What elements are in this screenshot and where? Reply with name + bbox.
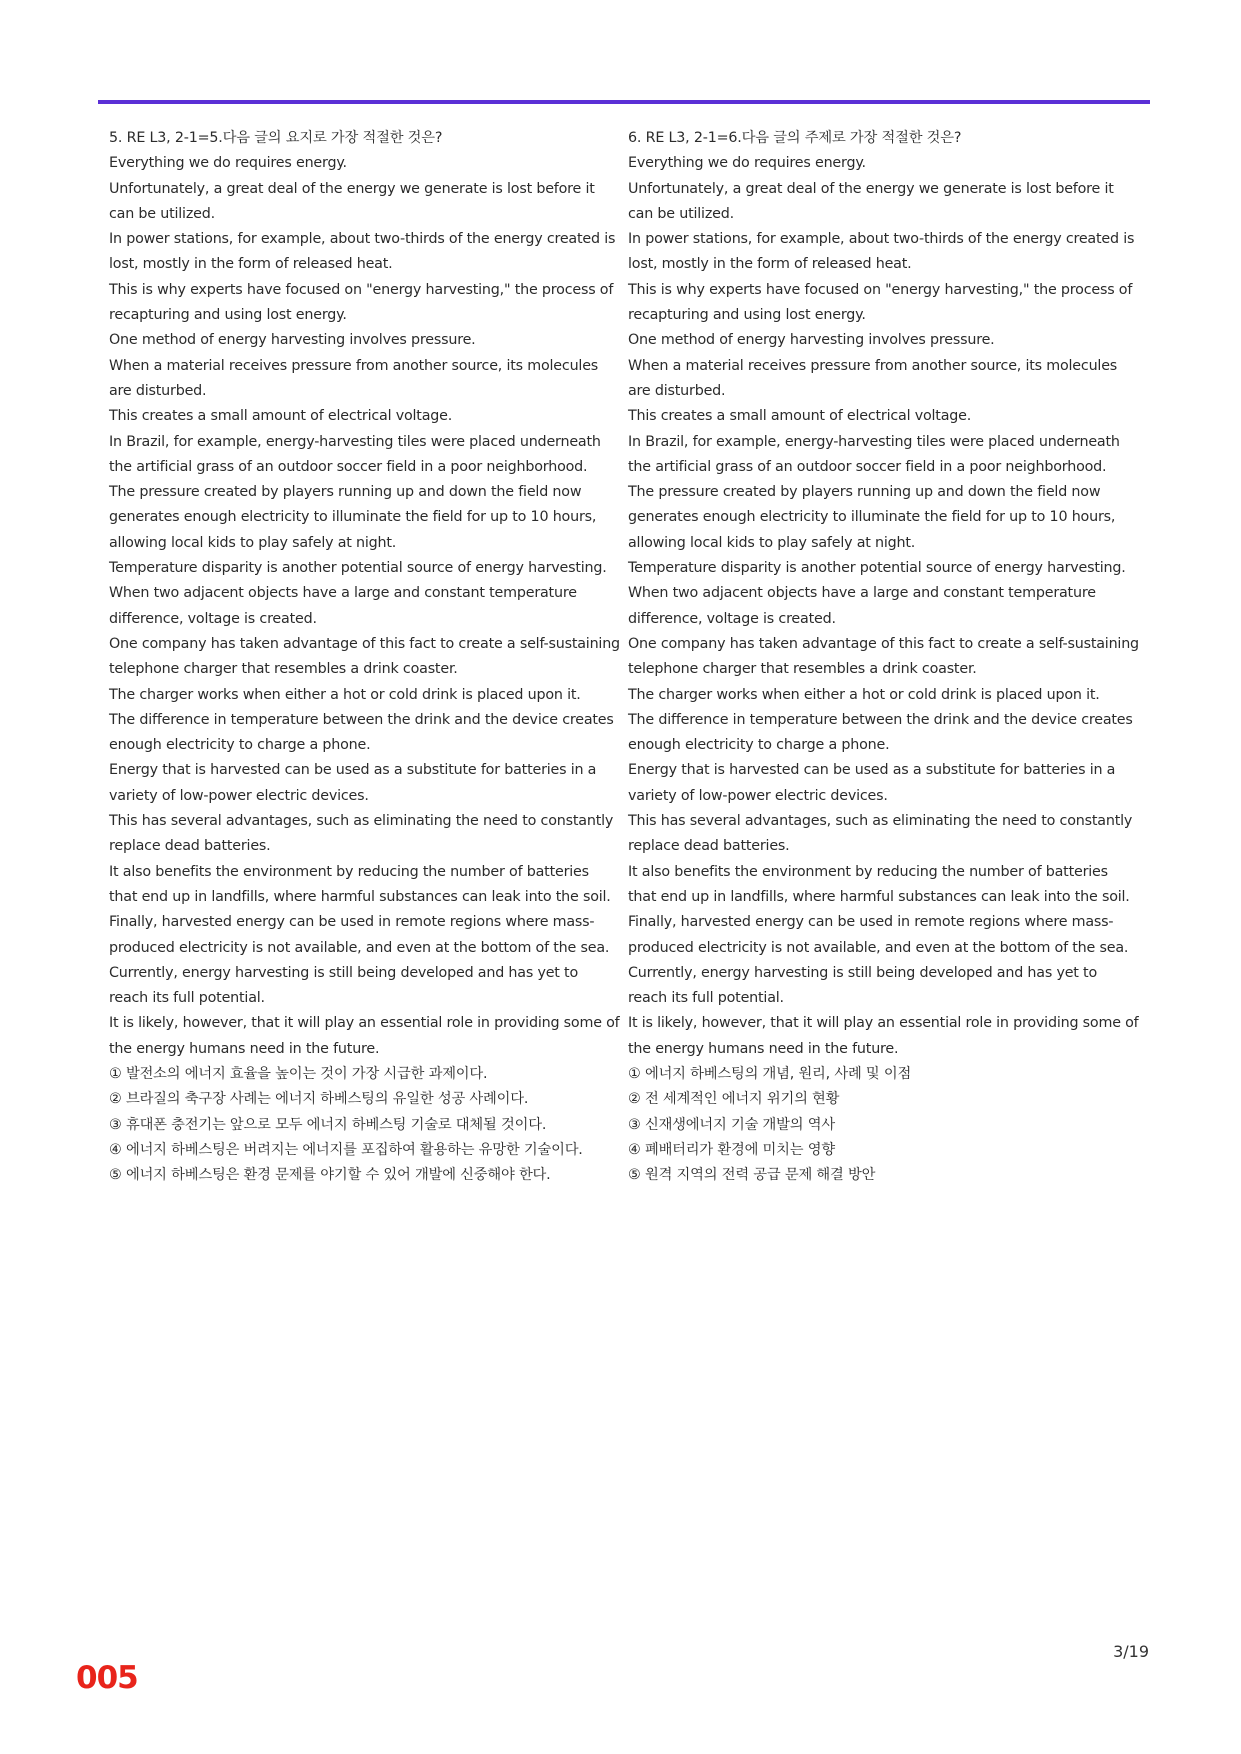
passage-sentence: The difference in temperature between the drink and the device creates enough electricity to charge a phone. xyxy=(628,711,1133,754)
passage-sentence: The pressure created by players running up and down the field now generates enough electricity to illuminate the field for up to 10 hours, allowing local kids to play safely at night. xyxy=(628,484,1116,551)
passage-sentence: This creates a small amount of electrical voltage. xyxy=(109,408,453,425)
answer-choice[interactable]: ④ 에너지 하베스팅은 버려지는 에너지를 포집하여 활용하는 유망한 기술이다. xyxy=(109,1141,583,1158)
passage-sentence: This is why experts have focused on "energy harvesting," the process of recapturing and using lost energy. xyxy=(628,281,1133,324)
answer-choice[interactable]: ② 전 세계적인 에너지 위기의 현황 xyxy=(628,1091,840,1108)
passage-sentence: Currently, energy harvesting is still being developed and has yet to reach its full potential. xyxy=(628,964,1098,1007)
passage-sentence: The charger works when either a hot or cold drink is placed upon it. xyxy=(628,686,1100,703)
passage-sentence: One method of energy harvesting involves pressure. xyxy=(109,332,476,349)
passage-sentence: Unfortunately, a great deal of the energy we generate is lost before it can be utilized. xyxy=(628,180,1114,222)
passage-sentence: Temperature disparity is another potential source of energy harvesting. xyxy=(109,560,607,577)
header-rule xyxy=(98,100,1150,104)
answer-choice[interactable]: ① 에너지 하베스팅의 개념, 원리, 사례 및 이점 xyxy=(628,1065,912,1082)
passage-sentence: In power stations, for example, about two-thirds of the energy created is lost, mostly in the form of released heat. xyxy=(628,231,1135,273)
brand-logo: 005 xyxy=(76,1660,138,1696)
question-header: 6. RE L3, 2-1=6.다음 글의 주제로 가장 적절한 것은? xyxy=(628,130,962,146)
passage-sentence: Currently, energy harvesting is still being developed and has yet to reach its full potential. xyxy=(109,964,579,1007)
passage-sentence: One company has taken advantage of this fact to create a self-sustaining telephone charger that resembles a drink coaster. xyxy=(628,635,1139,678)
answer-choice[interactable]: ⑤ 에너지 하베스팅은 환경 문제를 야기할 수 있어 개발에 신중해야 한다. xyxy=(109,1167,551,1184)
passage-sentence: It is likely, however, that it will play an essential role in providing some of the energy humans need in the future. xyxy=(109,1015,620,1057)
answer-choices xyxy=(109,1062,621,1188)
passage-sentence: When a material receives pressure from another source, its molecules are disturbed. xyxy=(109,357,599,399)
answer-choice[interactable]: ③ 휴대폰 충전기는 앞으로 모두 에너지 하베스팅 기술로 대체될 것이다. xyxy=(109,1116,547,1133)
answer-choice[interactable]: ④ 폐배터리가 환경에 미치는 영향 xyxy=(628,1141,835,1158)
passage-sentence: Finally, harvested energy can be used in remote regions where mass-produced electricity is not available, and even at the bottom of the sea. xyxy=(628,914,1129,956)
passage-sentence: Everything we do requires energy. xyxy=(628,155,866,172)
passage-sentence: Everything we do requires energy. xyxy=(109,155,347,172)
passage-sentence: Temperature disparity is another potential source of energy harvesting. xyxy=(628,560,1126,577)
passage-sentence: Energy that is harvested can be used as a substitute for batteries in a variety of low-power electric devices. xyxy=(109,762,597,804)
answer-choice[interactable]: ② 브라질의 축구장 사례는 에너지 하베스팅의 유일한 성공 사례이다. xyxy=(109,1091,529,1108)
passage-sentence: One method of energy harvesting involves pressure. xyxy=(628,332,995,349)
passage-sentence: One company has taken advantage of this fact to create a self-sustaining telephone charger that resembles a drink coaster. xyxy=(109,635,620,678)
passage-sentence: This has several advantages, such as eliminating the need to constantly replace dead batteries. xyxy=(109,813,614,855)
question-5 xyxy=(109,126,621,1188)
page-number: 3/19 xyxy=(1113,1642,1149,1661)
answer-choice[interactable]: ① 발전소의 에너지 효율을 높이는 것이 가장 시급한 과제이다. xyxy=(109,1065,488,1082)
passage-sentence: The difference in temperature between the drink and the device creates enough electricity to charge a phone. xyxy=(109,711,614,754)
passage-sentence: The pressure created by players running up and down the field now generates enough electricity to illuminate the field for up to 10 hours, allowing local kids to play safely at night. xyxy=(109,484,597,551)
passage-sentence: When two adjacent objects have a large and constant temperature difference, voltage is created. xyxy=(109,585,577,627)
passage-sentence: In Brazil, for example, energy-harvesting tiles were placed underneath the artificial grass of an outdoor soccer field in a poor neighborhood. xyxy=(109,433,601,475)
passage-sentence: When a material receives pressure from another source, its molecules are disturbed. xyxy=(628,357,1118,399)
passage-sentence: The charger works when either a hot or cold drink is placed upon it. xyxy=(109,686,581,703)
passage-sentence: Energy that is harvested can be used as a substitute for batteries in a variety of low-power electric devices. xyxy=(628,762,1116,804)
passage-sentence: In power stations, for example, about two-thirds of the energy created is lost, mostly in the form of released heat. xyxy=(109,231,616,273)
question-header: 5. RE L3, 2-1=5.다음 글의 요지로 가장 적절한 것은? xyxy=(109,130,443,146)
answer-choice[interactable]: ⑤ 원격 지역의 전력 공급 문제 해결 방안 xyxy=(628,1167,876,1184)
passage-sentence: This creates a small amount of electrical voltage. xyxy=(628,408,972,425)
question-6 xyxy=(628,126,1140,1188)
passage-sentence: It is likely, however, that it will play an essential role in providing some of the energy humans need in the future. xyxy=(628,1015,1139,1057)
passage-sentence: In Brazil, for example, energy-harvesting tiles were placed underneath the artificial grass of an outdoor soccer field in a poor neighborhood. xyxy=(628,433,1120,475)
passage-sentence: Unfortunately, a great deal of the energy we generate is lost before it can be utilized. xyxy=(109,180,595,222)
passage-sentence: Finally, harvested energy can be used in remote regions where mass-produced electricity is not available, and even at the bottom of the sea. xyxy=(109,914,610,956)
passage-sentence: This has several advantages, such as eliminating the need to constantly replace dead batteries. xyxy=(628,813,1133,855)
answer-choice[interactable]: ③ 신재생에너지 기술 개발의 역사 xyxy=(628,1116,835,1133)
passage-sentence: When two adjacent objects have a large and constant temperature difference, voltage is created. xyxy=(628,585,1096,627)
passage-sentence: It also benefits the environment by reducing the number of batteries that end up in landfills, where harmful substances can leak into the soil. xyxy=(628,863,1130,905)
passage-sentence: It also benefits the environment by reducing the number of batteries that end up in landfills, where harmful substances can leak into the soil. xyxy=(109,863,611,905)
passage-sentence: This is why experts have focused on "energy harvesting," the process of recapturing and using lost energy. xyxy=(109,281,614,324)
answer-choices xyxy=(628,1062,1140,1188)
